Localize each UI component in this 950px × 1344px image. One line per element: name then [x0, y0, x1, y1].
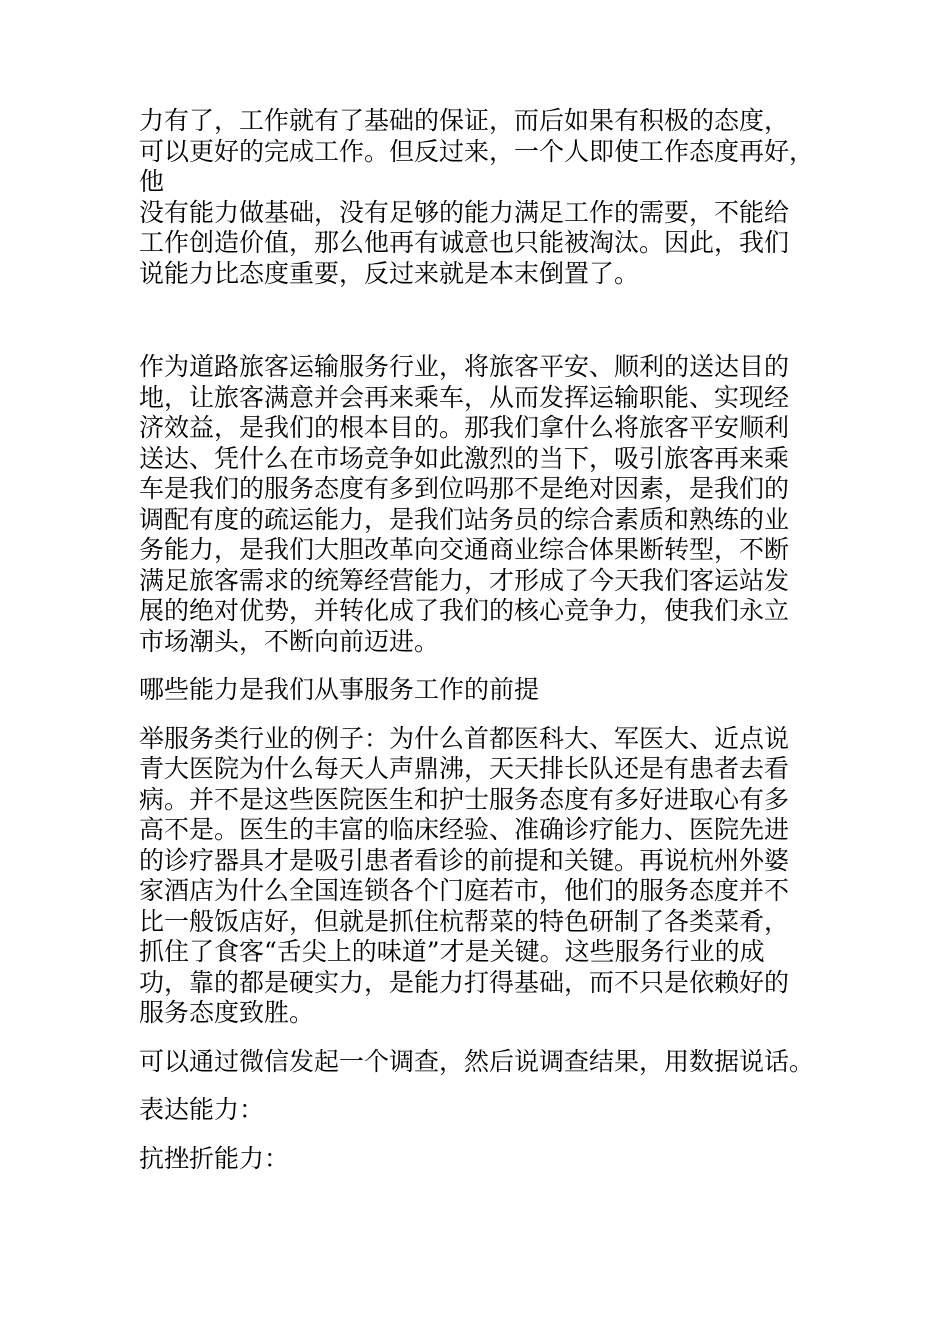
paragraph-gap — [139, 657, 819, 675]
paragraph-gap — [139, 1077, 819, 1095]
paragraph-transport-service: 作为道路旅客运输服务行业，将旅客平安、顺利的送达目的 地，让旅客满意并会再来乘车，从而发挥运输职能、实现经 济效益，是我们的根本目的。那我们拿什么将旅客平安顺利 送达、凭什么在市场竞争如此激烈的当下，吸引旅客再来乘 车是我们的服务态度有多到位吗那不是绝对因素，是我们的 调配有度的疏运能力，是我们站务员的综合素质和熟练的业 务能力，是我们大胆改革向交通商业综合体果断转型，不断 满足旅客需求的统筹经营能力，才形成了今天我们客运站发 展的绝对优势，并转化成了我们的核心竞争力，使我们永立 市场潮头，不断向前迈进。 — [139, 352, 790, 656]
paragraph-gap — [139, 289, 819, 352]
paragraph-wechat-survey: 可以通过微信发起一个调查，然后说调查结果，用数据说话。 — [139, 1046, 815, 1076]
heading-expression-ability: 表达能力： — [139, 1095, 265, 1124]
paragraph-gap — [139, 1029, 819, 1047]
document-body — [139, 106, 819, 1174]
paragraph-ability-foundation: 力有了，工作就有了基础的保证，而后如果有积极的态度， 可以更好的完成工作。但反过来，一个人即使工作态度再好，他 没有能力做基础，没有足够的能力满足工作的需要，不能给 工作创造价值，那么他再有诚意也只能被淘汰。因此，我们 说能力比态度重要，反过来就是本末倒置了。 — [139, 106, 815, 288]
paragraph-gap — [139, 1126, 819, 1144]
paragraph-service-prerequisite: 哪些能力是我们从事服务工作的前提 — [139, 675, 540, 704]
heading-resilience-ability: 抗挫折能力： — [139, 1143, 290, 1173]
paragraph-gap — [139, 706, 819, 724]
paragraph-service-examples: 举服务类行业的例子：为什么首都医科大、军医大、近点说 青大医院为什么每天人声鼎沸，天天排长队还是有患者去看 病。并不是这些医院医生和护士服务态度有多好进取心有多 高不是。医生的丰富的临床经验、准确诊疗能力、医院先进 的诊疗器具才是吸引患者看诊的前提和关键。再说杭州外婆 家酒店为什么全国连锁各个门庭若市，他们的服务态度并不 比一般饭店好，但就是抓住杭帮菜的特色研制了各类菜肴， 抓住了食客“舌尖上的味道”才是关键。这些服务行业的成 功，靠的都是硬实力，是能力打得基础，而不只是依赖好的 服务态度致胜。 — [139, 723, 790, 1027]
